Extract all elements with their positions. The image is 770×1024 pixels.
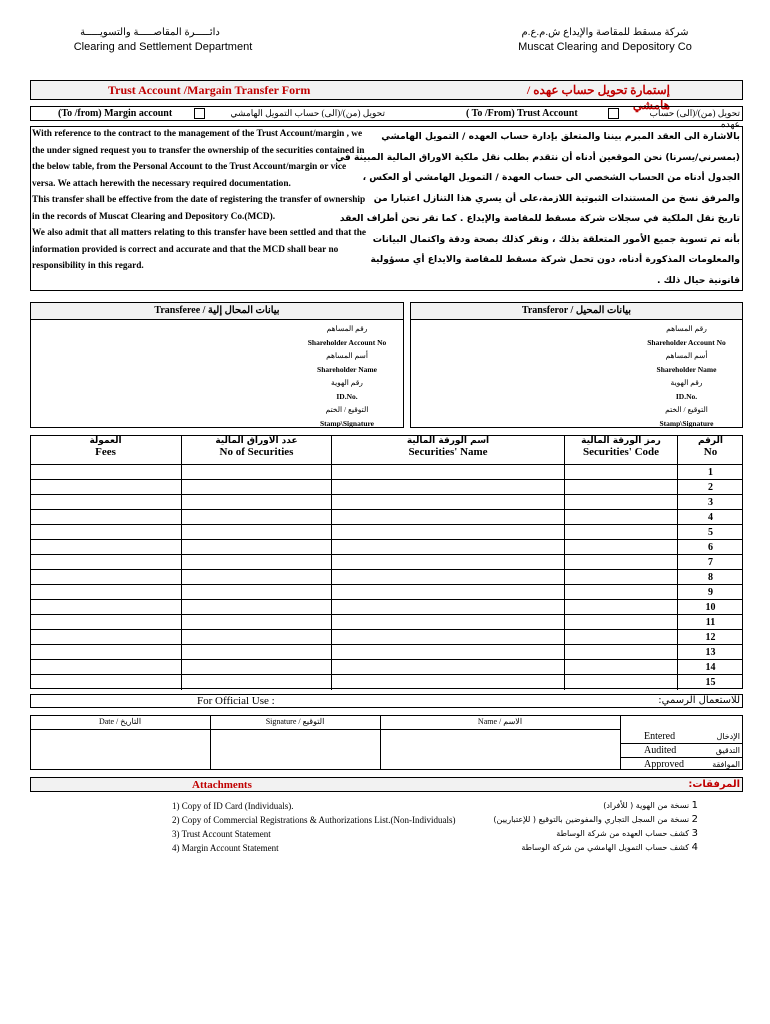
declaration-en-line: versa. We attach herewith the necessary required documentation. [32, 178, 291, 189]
transferor-title: Transferor / بيانات المحيل [521, 305, 632, 316]
securities-name-cell[interactable] [332, 630, 565, 645]
no-securities-cell[interactable] [182, 510, 332, 525]
column-header-en: Securities' Name [408, 446, 488, 458]
attachment-num: 2) [172, 815, 180, 825]
securities-code-cell[interactable] [565, 585, 678, 600]
attachment-num: 4 [691, 842, 698, 853]
securities-code-cell[interactable] [565, 630, 678, 645]
fees-cell[interactable] [30, 555, 182, 570]
securities-name-cell[interactable] [332, 465, 565, 480]
securities-code-cell[interactable] [565, 465, 678, 480]
option-margin-ar: تحويل (من)/(الى) حساب التمويل الهامشي [230, 108, 385, 118]
declaration-en-line: information provided is correct and accurate and that the MCD shall bear no [32, 244, 339, 255]
transferor-labels [630, 322, 743, 430]
attachment-item [172, 813, 455, 827]
row-number: 11 [678, 615, 743, 630]
securities-code-cell[interactable] [565, 570, 678, 585]
row-number: 10 [678, 600, 743, 615]
declaration-ar-line: والمعلومات المذكورة أدناه، دون تحمل شركة مسقط للمقاصة والايداع أي مسؤولية [370, 254, 740, 265]
declaration-en-line: With reference to the contract to the management of the Trust Account/margin , we [32, 129, 363, 139]
row-number: 12 [678, 630, 743, 645]
no-securities-cell[interactable] [182, 555, 332, 570]
no-securities-cell[interactable] [182, 465, 332, 480]
fees-cell[interactable] [30, 615, 182, 630]
declaration-ar-line: قانونية حيال ذلك . [656, 274, 740, 286]
fees-cell[interactable] [30, 585, 182, 600]
no-securities-cell[interactable] [182, 570, 332, 585]
securities-name-cell[interactable] [332, 615, 565, 630]
securities-name-cell[interactable] [332, 540, 565, 555]
label-en: Shareholder Account No [647, 337, 726, 347]
declaration-ar-line: بأنه تم تسوية جميع الأمور المتعلقة بذلك ، ونقر كذلك بصحة ودقة واكتمال البيانات [372, 233, 740, 245]
status-line [620, 743, 743, 744]
attachment-text: Copy of Commercial Registrations & Authorizations List.(Non-Individuals) [181, 815, 456, 825]
option-trust-en: ( To /From) Trust Account [466, 108, 578, 119]
status-audited-ar: التدقيق [715, 746, 740, 755]
label-en: Stamp\Signature [319, 418, 375, 428]
securities-name-cell[interactable] [332, 585, 565, 600]
securities-code-cell[interactable] [565, 525, 678, 540]
label-ar: أسم المساهم [665, 351, 708, 360]
declaration-ar-line: الجدول أدناه من الحساب الشخصي الى حساب العهدة / التمويل الهامشي أو العكس ، [362, 172, 740, 183]
attachment-item [172, 827, 455, 841]
declaration-ar-line: والمرفق نسخ من المستندات الثبوتية اللازمة،على أن يسري هذا التنازل اعتبارا من [373, 192, 740, 204]
status-approved-ar: الموافقة [712, 760, 740, 769]
official-statuses-en [644, 730, 684, 772]
attachment-item-ar [440, 813, 698, 827]
fees-cell[interactable] [30, 510, 182, 525]
attachment-item-ar [440, 827, 698, 841]
row-number: 9 [678, 585, 743, 600]
attachment-item-ar [440, 841, 698, 855]
column-header-en: Fees [95, 446, 116, 458]
attachment-num: 3 [691, 828, 698, 839]
declaration-en-line: responsibility in this regard. [32, 261, 144, 271]
attachments-bar [30, 777, 743, 792]
label-en: Shareholder Name [317, 364, 377, 374]
fees-cell[interactable] [30, 540, 182, 555]
header-ar-right: شركة مسقط للمقاصة والإيداع ش.م.ع.م [521, 27, 689, 38]
header-ar-left: دائـــــرة المقاصـــــة والتسويـــــة [80, 27, 220, 38]
status-audited: Audited [644, 745, 677, 756]
declaration-en-line: This transfer shall be effective from the date of registering the transfer of ownership [32, 195, 366, 205]
label-ar: أسم المساهم [326, 351, 368, 360]
attachment-item [172, 841, 455, 855]
trust-account-checkbox[interactable] [608, 108, 619, 119]
attachment-text: كشف حساب العهده من شركة الوساطة [556, 829, 690, 838]
attachment-item [172, 799, 455, 813]
attachment-text: نسخة من السجل التجاري والمفوضين بالتوقيع ( للإعتباريين) [493, 815, 690, 824]
attachment-num: 1 [691, 800, 698, 811]
column-header-en: No [703, 446, 718, 458]
label-ar: رقم الهوية [670, 378, 703, 387]
label-en: Stamp\Signature [659, 418, 714, 428]
no-securities-cell[interactable] [182, 495, 332, 510]
fees-cell[interactable] [30, 645, 182, 660]
no-securities-cell[interactable] [182, 525, 332, 540]
securities-code-cell[interactable] [565, 645, 678, 660]
official-use-en: For Official Use : [197, 695, 275, 707]
fees-cell[interactable] [30, 525, 182, 540]
no-securities-cell[interactable] [182, 660, 332, 675]
securities-grid [30, 435, 743, 689]
securities-code-cell[interactable] [565, 675, 678, 690]
securities-code-cell[interactable] [565, 660, 678, 675]
securities-name-cell[interactable] [332, 600, 565, 615]
status-approved: Approved [644, 759, 684, 770]
row-number: 1 [678, 465, 743, 480]
no-securities-column-header [182, 435, 332, 465]
securities-name-cell[interactable] [332, 660, 565, 675]
securities-name-cell[interactable] [332, 525, 565, 540]
securities-code-cell[interactable] [565, 510, 678, 525]
no-securities-cell[interactable] [182, 645, 332, 660]
column-header-ar: العمولة [89, 436, 122, 446]
securities-name-cell[interactable] [332, 645, 565, 660]
status-entered: Entered [644, 731, 676, 742]
securities-code-cell[interactable] [565, 615, 678, 630]
securities-code-cell[interactable] [565, 555, 678, 570]
fees-cell[interactable] [30, 495, 182, 510]
label-en: ID.No. [675, 391, 698, 401]
option-margin-en: (To /from) Margin account [58, 108, 173, 119]
title-en: Trust Account /Margain Transfer Form [108, 83, 311, 97]
securities-name-cell[interactable] [332, 510, 565, 525]
margin-account-checkbox[interactable] [194, 108, 205, 119]
no-securities-cell[interactable] [182, 630, 332, 645]
transferor-inputs[interactable] [410, 320, 630, 428]
label-ar: رقم المساهم [666, 324, 707, 333]
securities-name-column-header [332, 435, 565, 465]
declaration-ar [335, 127, 740, 291]
no-securities-cell[interactable] [182, 675, 332, 690]
row-number: 2 [678, 480, 743, 495]
fees-cell[interactable] [30, 630, 182, 645]
option-trust-ar: تحويل (من)/(الى) حساب عهده [649, 108, 740, 129]
row-number: 8 [678, 570, 743, 585]
securities-code-cell[interactable] [565, 480, 678, 495]
no-securities-cell[interactable] [182, 540, 332, 555]
header-en-left: Clearing and Settlement Department [73, 41, 253, 53]
attachment-text: Trust Account Statement [181, 829, 271, 839]
attachment-text: نسخة من الهوية ( للأفراد) [603, 801, 690, 810]
column-header-en: Securities' Code [582, 446, 660, 458]
attachment-item-ar [440, 799, 698, 813]
attachment-num: 2 [691, 814, 698, 825]
fees-cell[interactable] [30, 480, 182, 495]
no-securities-cell[interactable] [182, 480, 332, 495]
transferee-labels [290, 322, 404, 430]
official-use-ar: للاستعمال الرسمي: [658, 695, 740, 706]
attachments-en-list [172, 799, 455, 855]
no-column-header [678, 435, 743, 465]
official-name-label: Name / الاسم [477, 717, 523, 726]
attachment-num: 4) [172, 843, 180, 853]
fees-column-header [30, 435, 182, 465]
official-date-label: Date / التاريخ [98, 717, 142, 726]
fees-cell[interactable] [30, 465, 182, 480]
attachments-title-en: Attachments [192, 779, 252, 791]
securities-name-cell[interactable] [332, 495, 565, 510]
label-ar: التوقيع / الختم [665, 405, 708, 414]
column-header-ar: اسم الورقة المالية [406, 436, 490, 446]
label-ar: التوقيع / الختم [325, 405, 369, 414]
fees-cell[interactable] [30, 570, 182, 585]
row-number: 3 [678, 495, 743, 510]
securities-name-cell[interactable] [332, 555, 565, 570]
attachment-text: كشف حساب التمويل الهامشي من شركة الوساطة [521, 843, 690, 852]
attachment-num: 3) [172, 829, 180, 839]
securities-code-cell[interactable] [565, 540, 678, 555]
label-ar: رقم الهوية [331, 378, 363, 387]
transferee-inputs[interactable] [30, 320, 290, 428]
column-header-ar: عدد الاوراق المالية [215, 436, 298, 446]
row-number: 6 [678, 540, 743, 555]
official-signature-label: Signature / التوقيع [265, 717, 325, 726]
securities-name-cell[interactable] [332, 675, 565, 690]
label-ar: رقم المساهم [326, 324, 368, 333]
label-en: ID.No. [336, 391, 358, 401]
declaration-ar-line: تاريخ نقل الملكية في سجلات شركة مسقط للمقاصة والإيداع . كما نقر نحن أطراف العقد [339, 213, 740, 224]
column-header-ar: الرقم [697, 436, 723, 446]
declaration-en-line: We also admit that all matters relating to this transfer have been settled and that the [32, 228, 367, 238]
transferee-title: Transferee / بيانات المحال إلية [154, 305, 280, 316]
label-en: Shareholder Account No [307, 337, 387, 347]
column-header-en: No of Securities [219, 446, 294, 458]
declaration-en-line: the under signed request you to transfer the ownership of the securities contained in [32, 145, 365, 156]
fees-cell[interactable] [30, 675, 182, 690]
column-header-ar: رمز الورقة المالية [581, 436, 661, 446]
attachments-title-ar: المرفقات: [688, 779, 740, 790]
attachments-ar-list [440, 799, 698, 855]
no-securities-cell[interactable] [182, 615, 332, 630]
declaration-en-line: in the records of Muscat Clearing and Depository Co.(MCD). [32, 211, 276, 222]
row-number: 15 [705, 677, 716, 688]
row-number: 13 [678, 645, 743, 660]
status-line [620, 757, 743, 758]
title-ar: إستمارة تحويل حساب عهده / هامشي [526, 83, 670, 112]
securities-code-cell[interactable] [565, 495, 678, 510]
no-securities-cell[interactable] [182, 600, 332, 615]
label-en: Shareholder Name [656, 364, 717, 374]
header-en-right: Muscat Clearing and Depository Co [518, 41, 692, 53]
fees-cell[interactable] [30, 660, 182, 675]
no-securities-cell[interactable] [182, 585, 332, 600]
status-entered-ar: الإدخال [716, 732, 740, 741]
declaration-ar-line: بالاشارة الى العقد المبرم بيننا والمتعلق بإدارة حساب العهده / التمويل الهامشي [381, 131, 740, 142]
securities-name-cell[interactable] [332, 570, 565, 585]
securities-code-cell[interactable] [565, 600, 678, 615]
official-statuses-ar [680, 730, 740, 772]
attachment-text: Copy of ID Card (Individuals). [181, 801, 294, 811]
securities-code-column-header [565, 435, 678, 465]
attachment-text: Margin Account Statement [181, 843, 279, 853]
fees-cell[interactable] [30, 600, 182, 615]
row-number: 7 [678, 555, 743, 570]
declaration-ar-line: (بمسرني/يسرنا) نحن الموقعين أدناه أن نتقدم بطلب نقل ملكية الاوراق المالية المبينة في [335, 151, 740, 163]
attachment-num: 1) [172, 801, 180, 811]
row-number: 4 [678, 510, 743, 525]
declaration-en-line: the below table, from the Personal Account to the Trust Account/margin or vice [32, 162, 347, 172]
securities-name-cell[interactable] [332, 480, 565, 495]
row-number: 5 [678, 525, 743, 540]
row-number: 14 [678, 660, 743, 675]
